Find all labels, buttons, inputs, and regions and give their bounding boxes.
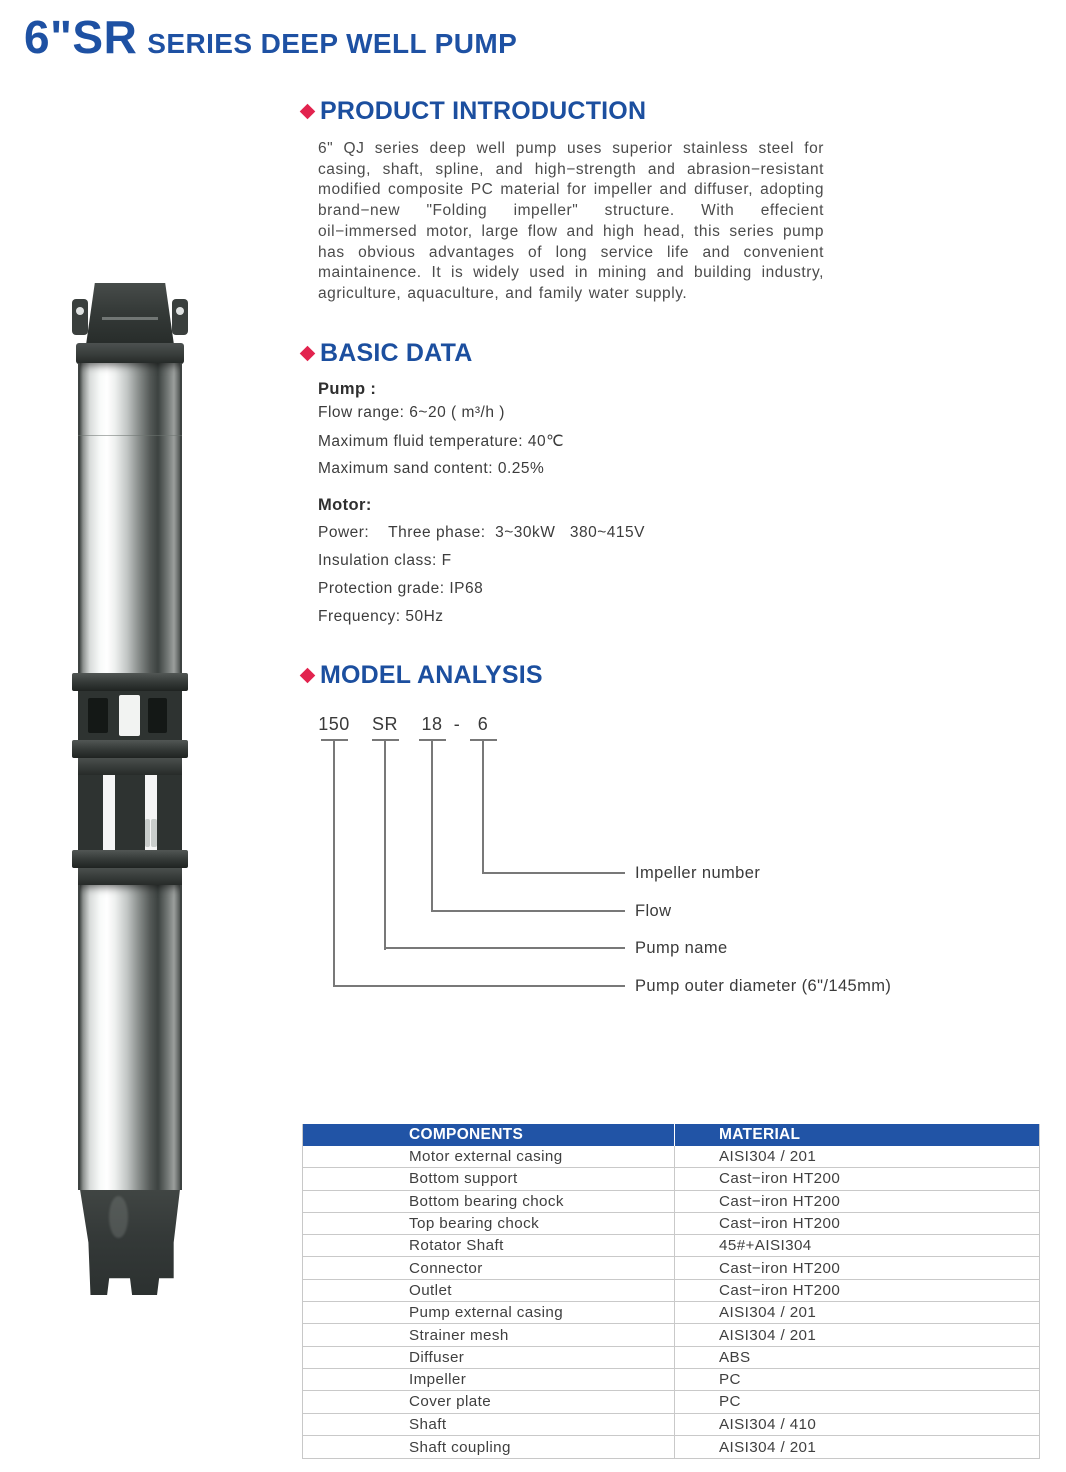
material-cell: Cast−iron HT200: [674, 1257, 1039, 1278]
component-cell: Diffuser: [409, 1348, 465, 1366]
spec-item: Flow range: 6~20 ( m³/h ): [318, 404, 505, 421]
pump-casing-seam: [78, 435, 182, 436]
component-cell: Motor external casing: [409, 1148, 563, 1166]
table-row: [303, 1257, 1039, 1279]
pump-bottom-support: [78, 1190, 182, 1295]
pump-flange: [72, 740, 188, 758]
motor-spec-label: Motor:: [318, 496, 372, 514]
intro-paragraph: 6" QJ series deep well pump uses superior stainless steel for casing, shaft, spline, and high−strength and abrasion−resistant modified composite PC material for impeller and diffuser, adopting brand−new "Folding impeller" structure. With effecient oil−immersed motor, large flow and high head, this series pump has obvious advantages of long service life and convenient maintainence. It is widely used in mining and building industry, agriculture, aquaculture, and family water supply.: [318, 140, 824, 302]
model-label-outer-diameter: Pump outer diameter (6"/145mm): [635, 977, 892, 995]
spec-item: Power: Three phase: 3~30kW 380~415V: [318, 524, 645, 541]
page-title-model: 6"SR: [24, 11, 138, 63]
component-cell: Pump external casing: [409, 1304, 564, 1322]
table-row: [303, 1414, 1039, 1436]
pump-connector-ring: [78, 758, 182, 775]
component-cell: Shaft coupling: [409, 1438, 511, 1456]
material-cell: Cast−iron HT200: [674, 1168, 1039, 1189]
model-code-name: SR: [371, 714, 399, 734]
table-body: [303, 1146, 1039, 1458]
component-cell: Top bearing chock: [409, 1215, 540, 1233]
section-product-introduction: [299, 97, 646, 126]
component-cell: Strainer mesh: [409, 1326, 509, 1344]
table-row: [303, 1369, 1039, 1391]
spec-item: Frequency: 50Hz: [318, 608, 444, 625]
material-cell: PC: [674, 1369, 1039, 1390]
pump-ear-hole: [76, 307, 84, 315]
material-cell: Cast−iron HT200: [674, 1213, 1039, 1234]
diagram-line: [333, 739, 335, 987]
table-row: [303, 1347, 1039, 1369]
diagram-line: [384, 947, 625, 949]
material-cell: ABS: [674, 1347, 1039, 1368]
diamond-bullet-icon: [300, 668, 316, 684]
spec-item: Insulation class: F: [318, 552, 452, 569]
section-heading: BASIC DATA: [320, 339, 473, 367]
pump-top-collar: [76, 343, 184, 364]
motor-spec-list: [318, 524, 645, 636]
component-cell: Connector: [409, 1259, 483, 1277]
section-heading: PRODUCT INTRODUCTION: [320, 97, 647, 125]
diamond-bullet-icon: [300, 346, 316, 362]
pump-ear-hole: [176, 307, 184, 315]
components-material-table: [302, 1124, 1040, 1459]
component-cell: Rotator Shaft: [409, 1237, 504, 1255]
table-row: [303, 1213, 1039, 1235]
table-row: [303, 1391, 1039, 1413]
component-cell: Impeller: [409, 1371, 467, 1389]
material-cell: AISI304 / 201: [674, 1302, 1039, 1323]
table-row: [303, 1168, 1039, 1190]
component-cell: Shaft: [409, 1415, 447, 1433]
table-row: [303, 1280, 1039, 1302]
pump-spec-list: [318, 404, 564, 488]
table-row: [303, 1191, 1039, 1213]
material-cell: Cast−iron HT200: [674, 1280, 1039, 1301]
diagram-line: [431, 739, 433, 912]
model-label-pump-name: Pump name: [635, 939, 728, 957]
spec-item: Protection grade: IP68: [318, 580, 484, 597]
component-cell: Outlet: [409, 1281, 452, 1299]
model-code-dash: -: [453, 714, 461, 734]
pump-flange: [72, 673, 188, 691]
material-cell: Cast−iron HT200: [674, 1191, 1039, 1212]
page-title-series: SERIES DEEP WELL PUMP: [147, 28, 518, 59]
section-heading: MODEL ANALYSIS: [320, 661, 543, 689]
component-cell: Cover plate: [409, 1393, 492, 1411]
table-header-components: COMPONENTS: [409, 1126, 524, 1143]
table-row: [303, 1235, 1039, 1257]
material-cell: AISI304 / 201: [674, 1324, 1039, 1345]
pump-flange: [72, 850, 188, 868]
table-header-material: MATERIAL: [674, 1124, 1039, 1146]
model-code-impellers: 6: [477, 714, 489, 734]
component-cell: Bottom support: [409, 1170, 518, 1188]
pump-top-cap: [86, 283, 174, 345]
section-model-analysis: [299, 661, 543, 690]
material-cell: 45#+AISI304: [674, 1235, 1039, 1256]
model-label-impeller-number: Impeller number: [635, 864, 761, 882]
diamond-bullet-icon: [300, 104, 316, 120]
spec-item: Maximum fluid temperature: 40℃: [318, 433, 565, 450]
model-code-flow: 18: [421, 714, 443, 734]
pump-ear-left: [72, 299, 88, 335]
section-basic-data: [299, 339, 472, 368]
pump-external-casing: [78, 885, 182, 1190]
page-title: [24, 10, 517, 64]
table-row: [303, 1324, 1039, 1346]
material-cell: AISI304 / 410: [674, 1414, 1039, 1435]
diagram-line: [384, 739, 386, 950]
diagram-line: [431, 910, 625, 912]
spec-item: Maximum sand content: 0.25%: [318, 460, 545, 477]
material-cell: AISI304 / 201: [674, 1146, 1039, 1167]
table-header-row: [303, 1124, 1039, 1146]
diagram-line: [482, 872, 625, 874]
component-cell: Bottom bearing chock: [409, 1192, 564, 1210]
pump-connector-ring: [78, 868, 182, 885]
diagram-line: [333, 985, 625, 987]
material-cell: PC: [674, 1391, 1039, 1412]
model-code-diameter: 150: [318, 714, 350, 734]
pump-connector-struts: [78, 775, 182, 850]
table-row: [303, 1436, 1039, 1458]
table-row: [303, 1302, 1039, 1324]
diagram-line: [482, 739, 484, 874]
pump-spec-label: Pump :: [318, 380, 377, 398]
pump-ear-right: [172, 299, 188, 335]
pump-product-image: [72, 283, 188, 1295]
pump-strainer-mesh: [78, 691, 182, 740]
material-cell: AISI304 / 201: [674, 1436, 1039, 1458]
model-label-flow: Flow: [635, 902, 672, 920]
table-row: [303, 1146, 1039, 1168]
